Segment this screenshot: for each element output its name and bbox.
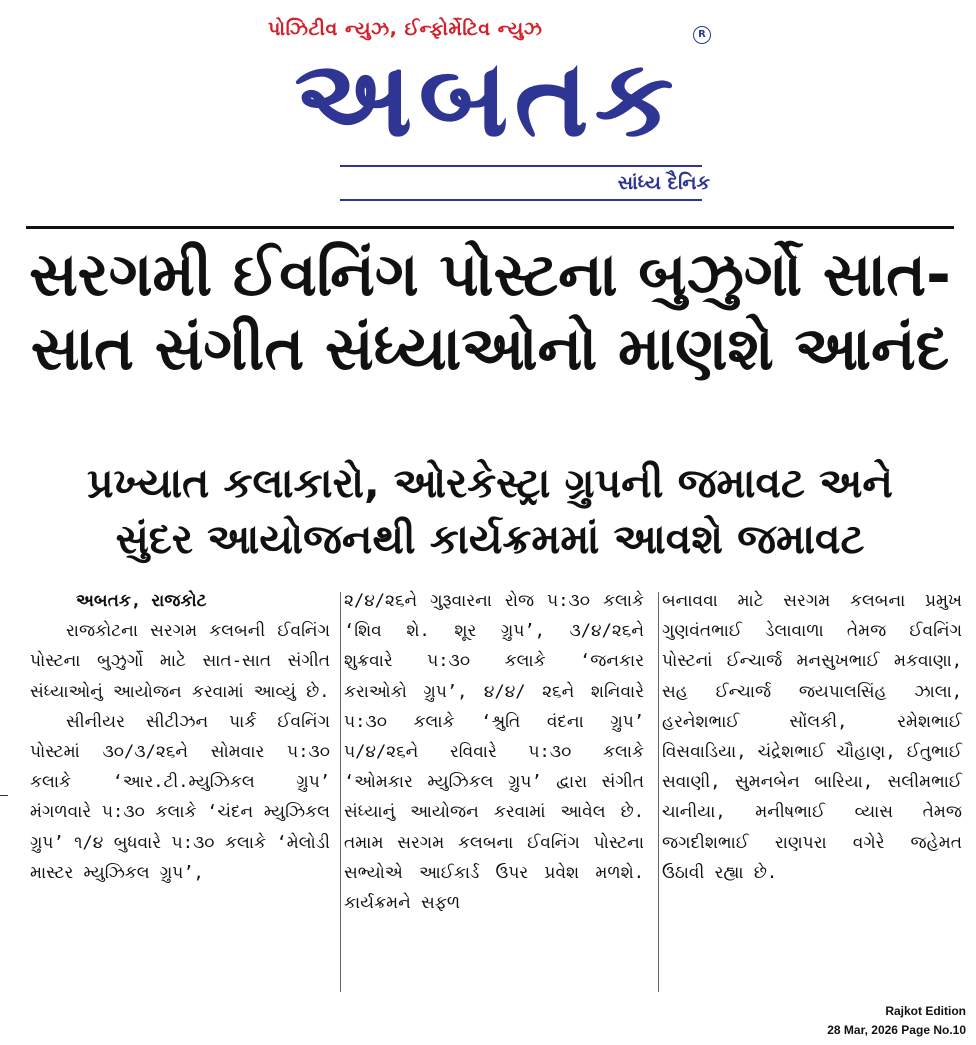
headline-line-2: સાત સંગીત સંધ્યાઓનો માણશે આનંદ: [30, 314, 950, 384]
header-rule: [26, 226, 954, 229]
body-column-1: [30, 586, 330, 996]
body-paragraph: ૨/૪/૨૬ને ગુરૂવારના રોજ ૫:૩૦ કલાકે ‘શિવ શે. શૂર ગ્રુપ’, ૩/૪/૨૬ને શુક્રવારે ૫:૩૦ કલાકે ‘જનકાર કરાઓકો ગ્રુપ’, ૪/૪/ ૨૬ને શનિવારે ૫:૩૦ કલાકે ‘શ્રુતિ વંદના ગ્રુપ’ ૫/૪/૨૬ને રવિવારે ૫:૩૦ કલાકે ‘ઓમકાર મ્યુઝિકલ ગ્રુપ’ દ્વારા સંગીત સંધ્યાનું આયોજન કરવામાં આવેલ છે. તમામ સરગમ કલબના ઈવનિંગ પોસ્ટના સભ્યોએ આઈકાર્ડ ઉપર પ્રવેશ મળશે. કાર્યક્રમને સફળ: [344, 591, 644, 914]
subhead-line-2: સુંદર આયોજનથી કાર્યક્રમમાં આવશે જમાવટ: [115, 515, 865, 563]
subhead-line-1: પ્રખ્યાત કલાકારો, ઓરકેસ્ટ્રા ગ્રુપની જમાવટ અને: [87, 459, 893, 507]
masthead: [0, 0, 976, 215]
article-subheadline: [20, 455, 960, 567]
edition-date-page: 28 Mar, 2026 Page No.10: [827, 1023, 966, 1037]
registered-trademark-icon: R: [693, 26, 711, 44]
dateline: અબતક, રાજકોટ: [76, 591, 207, 611]
body-paragraph: બનાવવા માટે સરગમ કલબના પ્રમુખ ગુણવંતભાઈ ડેલાવાળા તેમજ ઈવનિંગ પોસ્ટનાં ઈન્ચાર્જ મનસુખભાઈ મકવાણા, સહ ઈન્ચાર્જ જયપાલસિંહ ઝાલા, હરનેશભાઈ સોંલકી, રમેશભાઈ વિસવાડિયા, ચંદ્રેશભાઈ ચૌહાણ, ઈતુભાઈ સવાણી, સુમનબેન બારિયા, સલીમભાઈ ચાનીયા, મનીષભાઈ વ્યાસ તેમજ જગદીશભાઈ રાણપરા વગેરે જહેમત ઉઠાવી રહ્યા છે.: [662, 591, 962, 883]
edition-info: [827, 1002, 966, 1040]
body-paragraph: સીનીયર સીટીઝન પાર્ક ઈવનિંગ પોસ્ટમાં ૩૦/૩/૨૬ને સોમવાર ૫:૩૦ કલાકે ‘આર.ટી.મ્યુઝિકલ ગ્રુપ’ મંગળવારે ૫:૩૦ કલાકે ‘ચંદન મ્યુઝિકલ ગ્રુપ’ ૧/૪ બુધવારે ૫:૩૦ કલાકે ‘મેલોડી માસ્ટર મ્યુઝિકલ ગ્રુપ’,: [30, 711, 330, 883]
edition-name: Rajkot Edition: [885, 1004, 966, 1018]
body-paragraph: રાજકોટના સરગમ કલબની ઈવનિંગ પોસ્ટના બુઝુર્ગો માટે સાત-સાત સંગીત સંધ્યાઓનું આયોજન કરવામાં આવ્યું છે.: [30, 621, 330, 702]
body-column-2: [344, 586, 644, 996]
column-divider: [658, 592, 659, 992]
margin-mark: [0, 795, 8, 796]
logo-divider: [340, 165, 702, 167]
headline-line-1: સરગમી ઈવનિંગ પોસ્ટના બુઝુર્ગો સાત-: [29, 240, 951, 310]
masthead-tagline: પોઝિટીવ ન્યુઝ, ઈન્ફોર્મેટિવ ન્યુઝ: [268, 18, 543, 40]
article-headline: [20, 238, 960, 386]
newspaper-logo: અબતક: [294, 37, 680, 161]
column-divider: [340, 592, 341, 992]
article-body: [20, 586, 970, 996]
masthead-subtitle: સાંધ્ય દૈનિક: [617, 172, 710, 194]
body-column-3: [662, 586, 962, 996]
logo-underline: [340, 199, 702, 201]
